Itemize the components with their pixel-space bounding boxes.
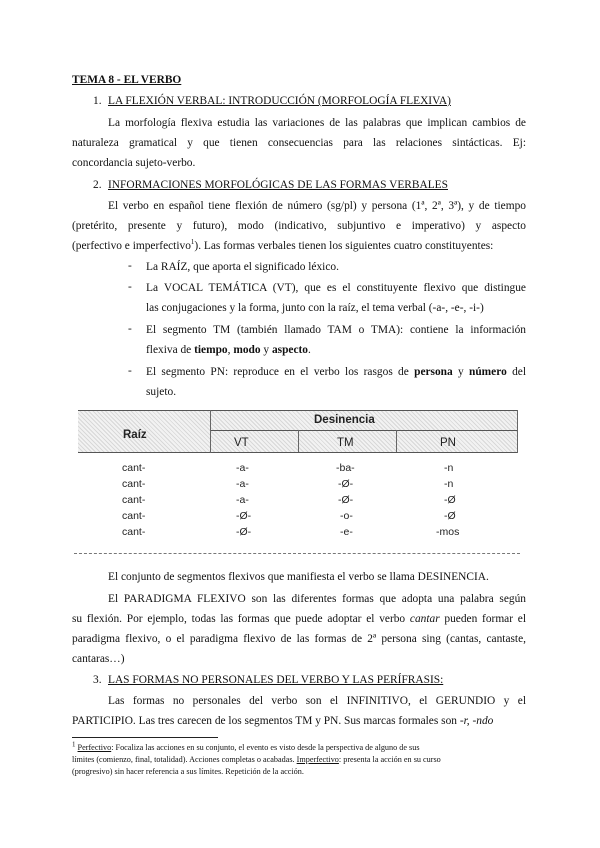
header-raiz: Raíz: [123, 429, 147, 441]
cell-vt: -a-: [236, 462, 249, 474]
paradigma-line: El PARADIGMA FLEXIVO son las diferentes formas que adopta una palabra según: [108, 593, 526, 605]
section-2-heading: INFORMACIONES MORFOLÓGICAS DE LAS FORMAS VERBALES: [108, 179, 448, 191]
bullet-tm-line2: flexiva de tiempo, modo y aspecto.: [146, 344, 311, 356]
cell-raiz: cant-: [122, 526, 146, 538]
section-3-number: 3.: [93, 674, 102, 686]
section-3-heading: LAS FORMAS NO PERSONALES DEL VERBO Y LAS PERÍFRASIS:: [108, 674, 444, 686]
page-title: TEMA 8 - EL VERBO: [72, 74, 182, 86]
s2-paragraph-line: (pretérito, presente y futuro), modo (indicativo, subjuntivo e imperativo) y aspecto: [72, 220, 526, 232]
footnote-line: límites (comienzo, final, totalidad). Acciones completas o acabadas. Imperfectivo: presenta la acción en su curso: [72, 755, 441, 764]
s3-paragraph-line: Las formas no personales del verbo son el INFINITIVO, el GERUNDIO y el: [108, 695, 526, 707]
cell-vt: -a-: [236, 494, 249, 506]
s2-paragraph-line: El verbo en español tiene flexión de número (sg/pl) y persona (1ª, 2ª, 3ª), y de tiempo: [108, 200, 526, 212]
cell-tm: -Ø-: [338, 494, 354, 506]
footnote-separator: [72, 737, 218, 738]
paradigma-line: paradigma flexivo, o el paradigma flexivo de las formas de 2ª persona sing (cantas, cantaste,: [72, 633, 526, 645]
table-bottom-rule: [74, 553, 520, 554]
s1-paragraph-line: concordancia sujeto-verbo.: [72, 157, 196, 169]
bullet-vt-line2: las conjugaciones y la forma, junto con la raíz, el tema verbal (-a-, -e-, -i-): [146, 302, 484, 314]
s2-paragraph-line: (perfectivo e imperfectivo$^1$). Las formas verbales tienen los siguientes cuatro constituyentes:: [72, 238, 494, 252]
header-tm: TM: [337, 437, 354, 449]
bullet-vt-line1: La VOCAL TEMÁTICA (VT), que es el constituyente flexivo que distingue: [146, 282, 526, 294]
s1-paragraph-line: naturaleza gramatical y que tienen consecuencias para las relaciones sintácticas. Ej:: [72, 137, 526, 149]
desinencia-table: [78, 410, 526, 558]
cell-pn: -Ø: [444, 510, 456, 522]
footnote-line: $^1$ Perfectivo: Focaliza las acciones en su conjunto, el evento es visto desde la perspectiva de alguno de sus: [72, 740, 420, 752]
header-vt: VT: [234, 437, 249, 449]
desinencia-definition: El conjunto de segmentos flexivos que manifiesta el verbo se llama DESINENCIA.: [108, 571, 489, 583]
bullet-dash: -: [128, 323, 132, 335]
section-2-number: 2.: [93, 179, 102, 191]
bullet-dash: -: [128, 260, 132, 272]
bullet-pn-line1: El segmento PN: reproduce en el verbo los rasgos de persona y número del: [146, 366, 526, 378]
cell-vt: -Ø-: [236, 526, 252, 538]
s3-paragraph-line: PARTICIPIO. Las tres carecen de los segmentos TM y PN. Sus marcas formales son -r, -ndo: [72, 715, 494, 727]
cell-pn: -n: [444, 478, 454, 490]
cell-pn: -n: [444, 462, 454, 474]
section-1-number: 1.: [93, 95, 102, 107]
header-pn: PN: [440, 437, 456, 449]
s1-paragraph-line: La morfología flexiva estudia las variaciones de las palabras que implican cambios de: [108, 117, 526, 129]
bullet-tm-line1: El segmento TM (también llamado TAM o TMA): contiene la información: [146, 324, 526, 336]
cell-vt: -Ø-: [236, 510, 252, 522]
cell-tm: -ba-: [336, 462, 355, 474]
cell-raiz: cant-: [122, 510, 146, 522]
bullet-raiz: La RAÍZ, que aporta el significado léxico.: [146, 261, 339, 273]
cell-pn: -Ø: [444, 494, 456, 506]
cell-tm: -o-: [340, 510, 353, 522]
paradigma-line: su flexión. Por ejemplo, todas las formas que puede adoptar el verbo cantar pueden formar el: [72, 613, 526, 625]
bullet-dash: -: [128, 281, 132, 293]
footnote-line: (progresivo) sin hacer referencia a sus límites. Repetición de la acción.: [72, 767, 304, 776]
cell-tm: -e-: [340, 526, 353, 538]
cell-raiz: cant-: [122, 478, 146, 490]
bullet-pn-line2: sujeto.: [146, 386, 177, 398]
bullet-dash: -: [128, 365, 132, 377]
cell-vt: -a-: [236, 478, 249, 490]
cell-raiz: cant-: [122, 494, 146, 506]
paradigma-line: cantaras…): [72, 653, 125, 665]
section-1-heading: LA FLEXIÓN VERBAL: INTRODUCCIÓN (MORFOLOGÍA FLEXIVA): [108, 95, 451, 107]
footnote-ref[interactable]: 1: [190, 238, 195, 247]
cell-pn: -mos: [436, 526, 460, 538]
header-desinencia: Desinencia: [314, 414, 375, 426]
cell-tm: -Ø-: [338, 478, 354, 490]
cell-raiz: cant-: [122, 462, 146, 474]
